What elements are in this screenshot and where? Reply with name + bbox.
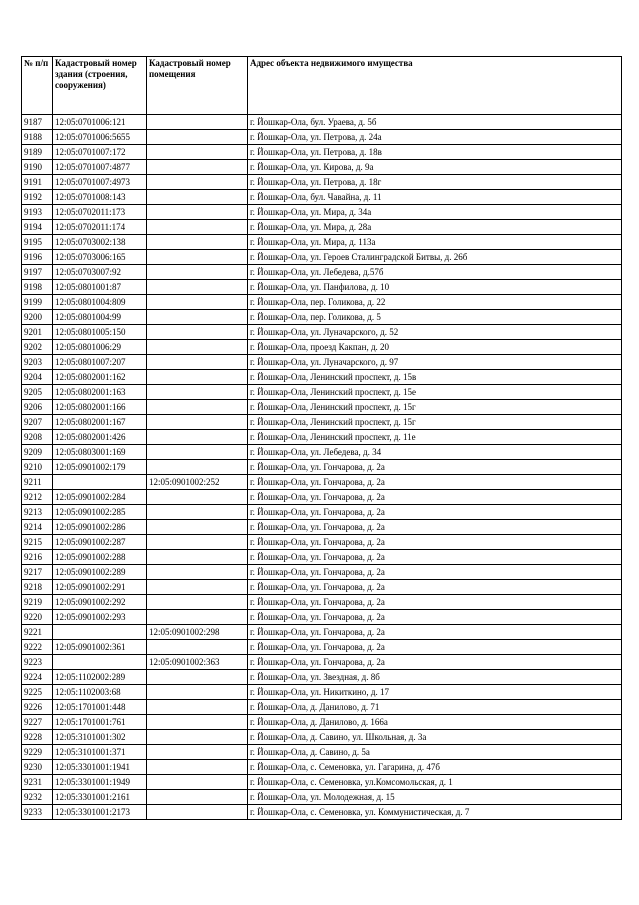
cell-room-cadastral-number — [147, 760, 248, 775]
cell-building-cadastral-number: 12:05:0801004:809 — [53, 295, 147, 310]
cell-number: 9210 — [22, 460, 53, 475]
cell-room-cadastral-number — [147, 640, 248, 655]
cell-address: г. Йошкар-Ола, д. Данилово, д. 166а — [248, 715, 622, 730]
cell-room-cadastral-number — [147, 595, 248, 610]
cell-address: г. Йошкар-Ола, ул. Гончарова, д. 2а — [248, 520, 622, 535]
cell-number: 9223 — [22, 655, 53, 670]
table-row — [22, 355, 622, 370]
cell-room-cadastral-number — [147, 205, 248, 220]
cell-building-cadastral-number: 12:05:0901002:292 — [53, 595, 147, 610]
table-row — [22, 730, 622, 745]
cell-number: 9213 — [22, 505, 53, 520]
cell-address: г. Йошкар-Ола, ул. Гончарова, д. 2а — [248, 595, 622, 610]
cell-building-cadastral-number: 12:05:0901002:361 — [53, 640, 147, 655]
cell-building-cadastral-number: 12:05:0801005:150 — [53, 325, 147, 340]
table-row — [22, 625, 622, 640]
cell-room-cadastral-number — [147, 685, 248, 700]
table-body — [22, 115, 622, 820]
cell-building-cadastral-number: 12:05:0701008:143 — [53, 190, 147, 205]
cell-number: 9221 — [22, 625, 53, 640]
cell-number: 9216 — [22, 550, 53, 565]
cell-building-cadastral-number: 12:05:0703002:138 — [53, 235, 147, 250]
cell-building-cadastral-number: 12:05:1102003:68 — [53, 685, 147, 700]
table-row — [22, 115, 622, 130]
cell-number: 9218 — [22, 580, 53, 595]
cell-room-cadastral-number — [147, 265, 248, 280]
table-row — [22, 460, 622, 475]
cell-room-cadastral-number — [147, 805, 248, 820]
cell-number: 9208 — [22, 430, 53, 445]
cell-building-cadastral-number: 12:05:0701007:172 — [53, 145, 147, 160]
cell-room-cadastral-number — [147, 340, 248, 355]
cell-room-cadastral-number — [147, 295, 248, 310]
cell-address: г. Йошкар-Ола, ул. Кирова, д. 9а — [248, 160, 622, 175]
cell-building-cadastral-number: 12:05:3101001:302 — [53, 730, 147, 745]
cell-room-cadastral-number — [147, 610, 248, 625]
cell-address: г. Йошкар-Ола, пер. Голикова, д. 5 — [248, 310, 622, 325]
cell-room-cadastral-number — [147, 355, 248, 370]
cell-address: г. Йошкар-Ола, д. Савино, ул. Школьная, д. 3а — [248, 730, 622, 745]
cell-address: г. Йошкар-Ола, Ленинский проспект, д. 15г — [248, 400, 622, 415]
cell-number: 9199 — [22, 295, 53, 310]
cell-room-cadastral-number: 12:05:0901002:363 — [147, 655, 248, 670]
cell-address: г. Йошкар-Ола, ул. Гончарова, д. 2а — [248, 565, 622, 580]
cell-number: 9226 — [22, 700, 53, 715]
cell-address: г. Йошкар-Ола, ул. Гончарова, д. 2а — [248, 550, 622, 565]
table-row — [22, 400, 622, 415]
cell-building-cadastral-number: 12:05:0901002:284 — [53, 490, 147, 505]
cell-building-cadastral-number: 12:05:0802001:167 — [53, 415, 147, 430]
cell-building-cadastral-number: 12:05:0901002:179 — [53, 460, 147, 475]
cell-address: г. Йошкар-Ола, ул. Петрова, д. 18г — [248, 175, 622, 190]
cell-room-cadastral-number — [147, 775, 248, 790]
cell-room-cadastral-number — [147, 160, 248, 175]
cell-address: г. Йошкар-Ола, д. Савино, д. 5а — [248, 745, 622, 760]
cell-building-cadastral-number: 12:05:0901002:293 — [53, 610, 147, 625]
cell-address: г. Йошкар-Ола, с. Семеновка, ул. Гагарина, д. 47б — [248, 760, 622, 775]
cell-address: г. Йошкар-Ола, ул. Гончарова, д. 2а — [248, 640, 622, 655]
cell-address: г. Йошкар-Ола, ул. Гончарова, д. 2а — [248, 505, 622, 520]
cell-number: 9201 — [22, 325, 53, 340]
cell-number: 9232 — [22, 790, 53, 805]
cell-building-cadastral-number — [53, 655, 147, 670]
cell-number: 9196 — [22, 250, 53, 265]
table-row — [22, 430, 622, 445]
table-row — [22, 130, 622, 145]
cell-room-cadastral-number — [147, 745, 248, 760]
cell-room-cadastral-number — [147, 115, 248, 130]
cell-room-cadastral-number — [147, 130, 248, 145]
cell-building-cadastral-number — [53, 625, 147, 640]
cell-building-cadastral-number — [53, 475, 147, 490]
cell-room-cadastral-number — [147, 580, 248, 595]
table-row — [22, 760, 622, 775]
cell-address: г. Йошкар-Ола, ул. Петрова, д. 18в — [248, 145, 622, 160]
table-header-row — [22, 57, 622, 115]
cell-building-cadastral-number: 12:05:1701001:448 — [53, 700, 147, 715]
cell-number: 9194 — [22, 220, 53, 235]
cell-room-cadastral-number — [147, 235, 248, 250]
cell-address: г. Йошкар-Ола, ул. Гончарова, д. 2а — [248, 535, 622, 550]
table-row — [22, 175, 622, 190]
cell-room-cadastral-number: 12:05:0901002:252 — [147, 475, 248, 490]
cell-building-cadastral-number: 12:05:3301001:1941 — [53, 760, 147, 775]
cell-building-cadastral-number: 12:05:0701006:121 — [53, 115, 147, 130]
cell-number: 9206 — [22, 400, 53, 415]
cell-room-cadastral-number — [147, 520, 248, 535]
property-registry-table — [21, 56, 622, 820]
cell-address: г. Йошкар-Ола, ул. Мира, д. 113а — [248, 235, 622, 250]
cell-number: 9222 — [22, 640, 53, 655]
cell-number: 9220 — [22, 610, 53, 625]
cell-address: г. Йошкар-Ола, ул. Панфилова, д. 10 — [248, 280, 622, 295]
cell-building-cadastral-number: 12:05:0801004:99 — [53, 310, 147, 325]
cell-room-cadastral-number — [147, 550, 248, 565]
cell-number: 9191 — [22, 175, 53, 190]
table-row — [22, 220, 622, 235]
table-row — [22, 385, 622, 400]
cell-address: г. Йошкар-Ола, Ленинский проспект, д. 11е — [248, 430, 622, 445]
table-row — [22, 160, 622, 175]
cell-number: 9200 — [22, 310, 53, 325]
table-row — [22, 745, 622, 760]
cell-building-cadastral-number: 12:05:0802001:163 — [53, 385, 147, 400]
cell-number: 9190 — [22, 160, 53, 175]
cell-building-cadastral-number: 12:05:0901002:287 — [53, 535, 147, 550]
cell-room-cadastral-number — [147, 535, 248, 550]
table-row — [22, 295, 622, 310]
cell-number: 9217 — [22, 565, 53, 580]
cell-address: г. Йошкар-Ола, Ленинский проспект, д. 15в — [248, 370, 622, 385]
cell-room-cadastral-number — [147, 700, 248, 715]
table-row — [22, 475, 622, 490]
cell-building-cadastral-number: 12:05:0801006:29 — [53, 340, 147, 355]
cell-number: 9214 — [22, 520, 53, 535]
cell-room-cadastral-number — [147, 310, 248, 325]
cell-room-cadastral-number — [147, 220, 248, 235]
header-room-cadastral-number: Кадастровый номер помещения — [147, 57, 248, 115]
header-number: № п/п — [22, 57, 53, 115]
cell-building-cadastral-number: 12:05:0803001:169 — [53, 445, 147, 460]
table-row — [22, 700, 622, 715]
cell-address: г. Йошкар-Ола, ул. Мира, д. 28а — [248, 220, 622, 235]
cell-number: 9188 — [22, 130, 53, 145]
cell-building-cadastral-number: 12:05:0701006:5655 — [53, 130, 147, 145]
cell-building-cadastral-number: 12:05:0701007:4973 — [53, 175, 147, 190]
cell-room-cadastral-number — [147, 250, 248, 265]
cell-address: г. Йошкар-Ола, проезд Какпан, д. 20 — [248, 340, 622, 355]
cell-number: 9225 — [22, 685, 53, 700]
cell-building-cadastral-number: 12:05:0703007:92 — [53, 265, 147, 280]
table-row — [22, 550, 622, 565]
cell-address: г. Йошкар-Ола, ул. Гончарова, д. 2а — [248, 655, 622, 670]
cell-building-cadastral-number: 12:05:0901002:289 — [53, 565, 147, 580]
table-row — [22, 805, 622, 820]
cell-address: г. Йошкар-Ола, бул. Ураева, д. 5б — [248, 115, 622, 130]
cell-building-cadastral-number: 12:05:0801001:87 — [53, 280, 147, 295]
cell-room-cadastral-number — [147, 505, 248, 520]
cell-room-cadastral-number — [147, 415, 248, 430]
cell-building-cadastral-number: 12:05:0901002:286 — [53, 520, 147, 535]
table-row — [22, 265, 622, 280]
cell-building-cadastral-number: 12:05:0703006:165 — [53, 250, 147, 265]
table-row — [22, 325, 622, 340]
header-address: Адрес объекта недвижимого имущества — [248, 57, 622, 115]
cell-number: 9187 — [22, 115, 53, 130]
cell-number: 9193 — [22, 205, 53, 220]
table-row — [22, 205, 622, 220]
table-row — [22, 670, 622, 685]
cell-address: г. Йошкар-Ола, ул. Луначарского, д. 97 — [248, 355, 622, 370]
table-row — [22, 535, 622, 550]
cell-number: 9212 — [22, 490, 53, 505]
cell-number: 9230 — [22, 760, 53, 775]
cell-building-cadastral-number: 12:05:3101001:371 — [53, 745, 147, 760]
table-row — [22, 610, 622, 625]
cell-number: 9197 — [22, 265, 53, 280]
table-row — [22, 235, 622, 250]
cell-room-cadastral-number — [147, 145, 248, 160]
cell-number: 9198 — [22, 280, 53, 295]
table-row — [22, 250, 622, 265]
cell-room-cadastral-number — [147, 565, 248, 580]
cell-room-cadastral-number — [147, 460, 248, 475]
cell-number: 9224 — [22, 670, 53, 685]
header-building-cadastral-number: Кадастровый номер здания (строения, сооружения) — [53, 57, 147, 115]
table-row — [22, 490, 622, 505]
cell-building-cadastral-number: 12:05:0702011:174 — [53, 220, 147, 235]
cell-address: г. Йошкар-Ола, ул. Гончарова, д. 2а — [248, 580, 622, 595]
cell-building-cadastral-number: 12:05:0901002:291 — [53, 580, 147, 595]
cell-room-cadastral-number — [147, 490, 248, 505]
cell-room-cadastral-number — [147, 190, 248, 205]
table-row — [22, 565, 622, 580]
cell-address: г. Йошкар-Ола, пер. Голикова, д. 22 — [248, 295, 622, 310]
cell-room-cadastral-number — [147, 400, 248, 415]
cell-number: 9233 — [22, 805, 53, 820]
cell-building-cadastral-number: 12:05:0702011:173 — [53, 205, 147, 220]
cell-number: 9209 — [22, 445, 53, 460]
cell-room-cadastral-number — [147, 325, 248, 340]
cell-address: г. Йошкар-Ола, ул. Мира, д. 34а — [248, 205, 622, 220]
cell-address: г. Йошкар-Ола, бул. Чавайна, д. 11 — [248, 190, 622, 205]
table-row — [22, 685, 622, 700]
cell-number: 9228 — [22, 730, 53, 745]
cell-number: 9215 — [22, 535, 53, 550]
cell-address: г. Йошкар-Ола, ул. Никиткино, д. 17 — [248, 685, 622, 700]
table-row — [22, 790, 622, 805]
cell-building-cadastral-number: 12:05:1102002:289 — [53, 670, 147, 685]
table-row — [22, 280, 622, 295]
cell-room-cadastral-number — [147, 670, 248, 685]
cell-number: 9231 — [22, 775, 53, 790]
cell-address: г. Йошкар-Ола, ул. Гончарова, д. 2а — [248, 460, 622, 475]
cell-room-cadastral-number — [147, 445, 248, 460]
cell-address: г. Йошкар-Ола, ул. Петрова, д. 24а — [248, 130, 622, 145]
cell-number: 9204 — [22, 370, 53, 385]
cell-number: 9229 — [22, 745, 53, 760]
cell-room-cadastral-number — [147, 280, 248, 295]
cell-number: 9203 — [22, 355, 53, 370]
cell-building-cadastral-number: 12:05:3301001:2173 — [53, 805, 147, 820]
cell-building-cadastral-number: 12:05:0801007:207 — [53, 355, 147, 370]
cell-address: г. Йошкар-Ола, Ленинский проспект, д. 15г — [248, 415, 622, 430]
table-row — [22, 655, 622, 670]
cell-room-cadastral-number — [147, 715, 248, 730]
table-row — [22, 190, 622, 205]
cell-building-cadastral-number: 12:05:0802001:166 — [53, 400, 147, 415]
cell-address: г. Йошкар-Ола, ул. Звездная, д. 8б — [248, 670, 622, 685]
cell-address: г. Йошкар-Ола, ул. Лебедева, д.57б — [248, 265, 622, 280]
table-row — [22, 595, 622, 610]
table-row — [22, 415, 622, 430]
cell-number: 9189 — [22, 145, 53, 160]
cell-address: г. Йошкар-Ола, ул. Молодежная, д. 15 — [248, 790, 622, 805]
cell-building-cadastral-number: 12:05:0802001:162 — [53, 370, 147, 385]
cell-room-cadastral-number — [147, 175, 248, 190]
cell-address: г. Йошкар-Ола, с. Семеновка, ул.Комсомольская, д. 1 — [248, 775, 622, 790]
table-row — [22, 145, 622, 160]
cell-address: г. Йошкар-Ола, ул. Гончарова, д. 2а — [248, 490, 622, 505]
cell-building-cadastral-number: 12:05:0901002:288 — [53, 550, 147, 565]
cell-address: г. Йошкар-Ола, ул. Лебедева, д. 34 — [248, 445, 622, 460]
cell-address: г. Йошкар-Ола, с. Семеновка, ул. Коммунистическая, д. 7 — [248, 805, 622, 820]
cell-number: 9195 — [22, 235, 53, 250]
table-row — [22, 370, 622, 385]
cell-building-cadastral-number: 12:05:0901002:285 — [53, 505, 147, 520]
cell-room-cadastral-number: 12:05:0901002:298 — [147, 625, 248, 640]
cell-address: г. Йошкар-Ола, ул. Героев Сталинградской Битвы, д. 26б — [248, 250, 622, 265]
table-row — [22, 715, 622, 730]
cell-number: 9211 — [22, 475, 53, 490]
table-row — [22, 775, 622, 790]
cell-address: г. Йошкар-Ола, ул. Гончарова, д. 2а — [248, 610, 622, 625]
cell-room-cadastral-number — [147, 370, 248, 385]
cell-number: 9227 — [22, 715, 53, 730]
cell-building-cadastral-number: 12:05:3301001:1949 — [53, 775, 147, 790]
table-row — [22, 505, 622, 520]
cell-room-cadastral-number — [147, 430, 248, 445]
cell-building-cadastral-number: 12:05:0802001:426 — [53, 430, 147, 445]
cell-number: 9207 — [22, 415, 53, 430]
cell-building-cadastral-number: 12:05:1701001:761 — [53, 715, 147, 730]
cell-address: г. Йошкар-Ола, ул. Гончарова, д. 2а — [248, 625, 622, 640]
table-row — [22, 580, 622, 595]
table-row — [22, 445, 622, 460]
cell-building-cadastral-number: 12:05:3301001:2161 — [53, 790, 147, 805]
cell-building-cadastral-number: 12:05:0701007:4877 — [53, 160, 147, 175]
cell-room-cadastral-number — [147, 790, 248, 805]
cell-address: г. Йошкар-Ола, ул. Гончарова, д. 2а — [248, 475, 622, 490]
cell-room-cadastral-number — [147, 385, 248, 400]
cell-number: 9205 — [22, 385, 53, 400]
table-row — [22, 520, 622, 535]
cell-address: г. Йошкар-Ола, д. Данилово, д. 71 — [248, 700, 622, 715]
cell-room-cadastral-number — [147, 730, 248, 745]
cell-address: г. Йошкар-Ола, ул. Луначарского, д. 52 — [248, 325, 622, 340]
table-row — [22, 640, 622, 655]
cell-number: 9219 — [22, 595, 53, 610]
table-row — [22, 310, 622, 325]
cell-address: г. Йошкар-Ола, Ленинский проспект, д. 15е — [248, 385, 622, 400]
cell-number: 9202 — [22, 340, 53, 355]
cell-number: 9192 — [22, 190, 53, 205]
table-row — [22, 340, 622, 355]
